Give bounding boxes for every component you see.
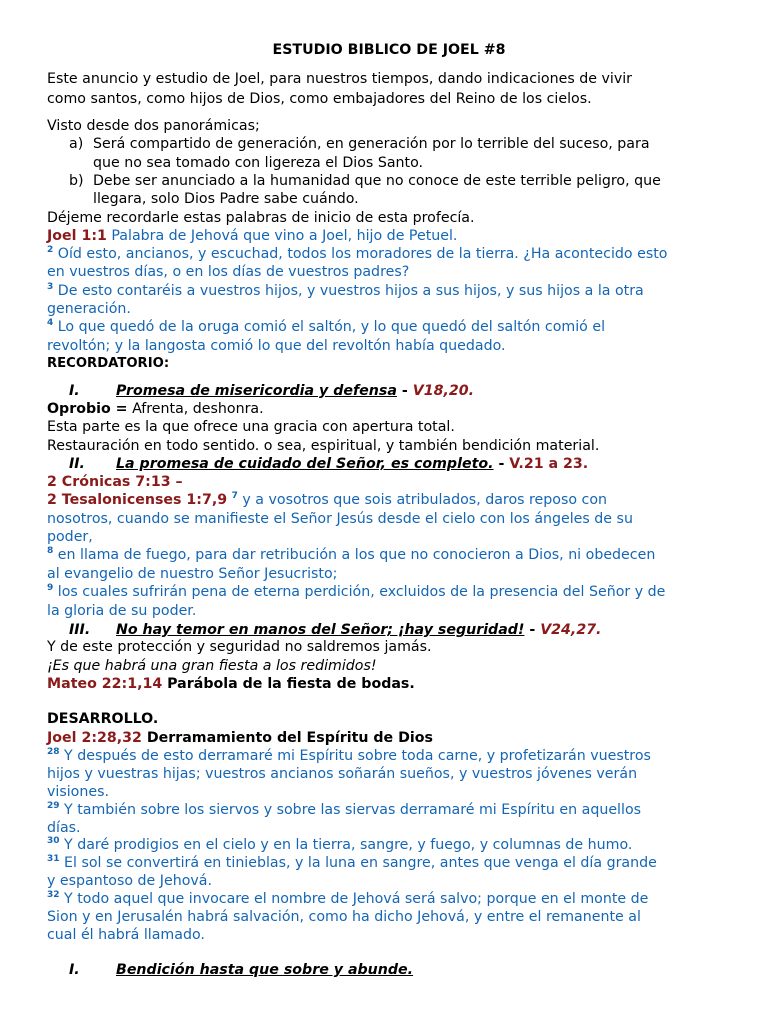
verse-number: 9 [47, 583, 54, 593]
final-point-title: Bendición hasta que sobre y abunde. [116, 962, 414, 978]
verse-32-line-3: cual él habrá llamado. [47, 927, 205, 943]
list-item-b-line-1: Debe ser anunciado a la humanidad que no conoce de este terrible peligro, que [93, 173, 661, 189]
verse-29-line-2: días. [47, 820, 81, 836]
point-3-title: No hay temor en manos del Señor; ¡hay seguridad! [116, 622, 525, 638]
verse-text: Oíd esto, ancianos, y escuchad, todos los moradores de la tierra. ¿Ha acontecido esto [53, 246, 668, 262]
verse-number: 32 [47, 890, 60, 900]
joel-2-28-heading [47, 729, 433, 747]
verse-number: 4 [47, 318, 54, 328]
joel-1-1-ref: Joel 1:1 [47, 228, 107, 244]
verse-29-line-1 [47, 801, 641, 819]
list-item-a-line-1: Será compartido de generación, en generación por lo terrible del suceso, para [93, 136, 650, 152]
intro-line-1: Este anuncio y estudio de Joel, para nuestros tiempos, dando indicaciones de vivir [47, 71, 632, 87]
point-2-number: II. [69, 456, 85, 472]
point-3-dash: - [524, 622, 541, 638]
verse-32-line-1 [47, 890, 648, 908]
point-2-ref: V.21 a 23. [509, 456, 589, 472]
verse-number: 2 [47, 245, 54, 255]
recordatorio-heading: RECORDATORIO: [47, 356, 170, 371]
verse-text: y a vosotros que sois atribulados, daros reposo con [237, 492, 608, 508]
verse-8-line-1 [47, 546, 655, 564]
verse-number: 31 [47, 854, 60, 864]
joel-1-1-verse [47, 227, 457, 245]
list-label-a: a) [69, 136, 84, 152]
intro-line-2: como santos, como hijos de Dios, como embajadores del Reino de los cielos. [47, 91, 592, 107]
list-item-a-line-2: que no sea tomado con ligereza el Dios Santo. [93, 155, 424, 171]
verse-text: en llama de fuego, para dar retribución a los que no conocieron a Dios, ni obedecen [53, 547, 656, 563]
verse-number: 29 [47, 801, 60, 811]
point-1-dash: - [396, 383, 413, 399]
cronicas-ref: 2 Crónicas 7:13 – [47, 474, 183, 490]
document-title: ESTUDIO BIBLICO DE JOEL #8 [272, 42, 506, 58]
verse-number: 7 [231, 491, 238, 501]
verse-text: Y también sobre los siervos y sobre las siervas derramaré mi Espíritu en aquellos [59, 802, 642, 818]
verse-31-line-2: y espantoso de Jehová. [47, 873, 212, 889]
verse-number: 30 [47, 836, 60, 846]
verse-text: Palabra de Jehová que vino a Joel, hijo de Petuel. [106, 228, 458, 244]
point-1-number: I. [69, 383, 80, 399]
mateo-text: Parábola de la fiesta de bodas. [162, 676, 415, 692]
point-3-ref: V24,27. [540, 622, 602, 638]
verse-text: De esto contaréis a vuestros hijos, y vuestros hijos a sus hijos, y sus hijos a la otra [53, 283, 644, 299]
point-1-line-2: Restauración en todo sentido. o sea, espiritual, y también bendición material. [47, 438, 600, 454]
final-point-number: I. [69, 962, 80, 978]
verse-4-line-2: revoltón; y la langosta comió lo que del revoltón había quedado. [47, 338, 506, 354]
verse-2-line-2: en vuestros días, o en los días de vuestros padres? [47, 264, 410, 280]
verse-number: 8 [47, 546, 54, 556]
reminder-line: Déjeme recordarle estas palabras de inicio de esta profecía. [47, 210, 475, 226]
definition-text: Afrenta, deshonra. [127, 401, 264, 417]
verse-28-line-2: hijos y vuestras hijas; vuestros ancianos soñarán sueños, y vuestros jóvenes verán [47, 766, 638, 782]
point-2-heading-text [116, 455, 588, 473]
verse-text: Lo que quedó de la oruga comió el saltón, y lo que quedó del saltón comió el [53, 319, 606, 335]
verse-28-line-1 [47, 747, 651, 765]
verse-number: 28 [47, 747, 60, 757]
verse-text: Y todo aquel que invocare el nombre de Jehová será salvo; porque en el monte de [59, 891, 649, 907]
point-3-line-1: Y de este protección y seguridad no saldremos jamás. [47, 639, 432, 655]
verse-7-line-3: poder, [47, 529, 93, 545]
verse-2-line-1 [47, 245, 667, 263]
desarrollo-subtitle: Derramamiento del Espíritu de Dios [141, 730, 433, 746]
verse-text: los cuales sufrirán pena de eterna perdición, excluidos de la presencia del Señor y de [53, 584, 666, 600]
verse-text: Y daré prodigios en el cielo y en la tierra, sangre, y fuego, y columnas de humo. [59, 837, 633, 853]
verse-3-line-1 [47, 282, 644, 300]
definition-term: Oprobio = [47, 401, 128, 417]
verse-7-line-2: nosotros, cuando se manifieste el Señor Jesús desde el cielo con los ángeles de su [47, 511, 633, 527]
point-1-title: Promesa de misericordia y defensa [116, 383, 397, 399]
point-2-title: La promesa de cuidado del Señor, es completo. [116, 456, 494, 472]
point-1-line-1: Esta parte es la que ofrece una gracia con apertura total. [47, 419, 455, 435]
verse-30-line-1 [47, 836, 632, 854]
mateo-ref: Mateo 22:1,14 [47, 676, 163, 692]
tesalonicenses-verse-7-line-1 [47, 491, 607, 509]
point-1-heading-text [116, 382, 474, 400]
verse-text: Y después de esto derramaré mi Espíritu sobre toda carne, y profetizarán vuestros [59, 748, 651, 764]
point-2-dash: - [493, 456, 510, 472]
point-3-heading-text [116, 621, 601, 639]
verse-31-line-1 [47, 854, 657, 872]
list-item-b-line-2: llegara, solo Dios Padre sabe cuándo. [93, 191, 359, 207]
point-1-ref: V18,20. [412, 383, 474, 399]
tesalonicenses-ref: 2 Tesalonicenses 1:7,9 [47, 492, 228, 508]
oprobio-definition [47, 400, 264, 418]
verse-9-line-1 [47, 583, 665, 601]
verse-number: 3 [47, 282, 54, 292]
list-label-b: b) [69, 173, 84, 189]
point-3-line-2: ¡Es que habrá una gran fiesta a los redimidos! [47, 658, 377, 674]
mateo-line [47, 675, 415, 693]
verse-32-line-2: Sion y en Jerusalén habrá salvación, como ha dicho Jehová, y entre el remanente al [47, 909, 641, 925]
point-3-number: III. [69, 622, 91, 638]
verse-8-line-2: al evangelio de nuestro Señor Jesucristo; [47, 566, 338, 582]
verse-9-line-2: la gloria de su poder. [47, 603, 197, 619]
joel-2-28-ref: Joel 2:28,32 [47, 730, 142, 746]
desarrollo-heading: DESARROLLO. [47, 711, 159, 727]
panoramas-lead: Visto desde dos panorámicas; [47, 118, 260, 134]
verse-28-line-3: visiones. [47, 784, 109, 800]
verse-4-line-1 [47, 318, 605, 336]
verse-text: El sol se convertirá en tinieblas, y la luna en sangre, antes que venga el día grande [59, 855, 657, 871]
verse-3-line-2: generación. [47, 301, 131, 317]
